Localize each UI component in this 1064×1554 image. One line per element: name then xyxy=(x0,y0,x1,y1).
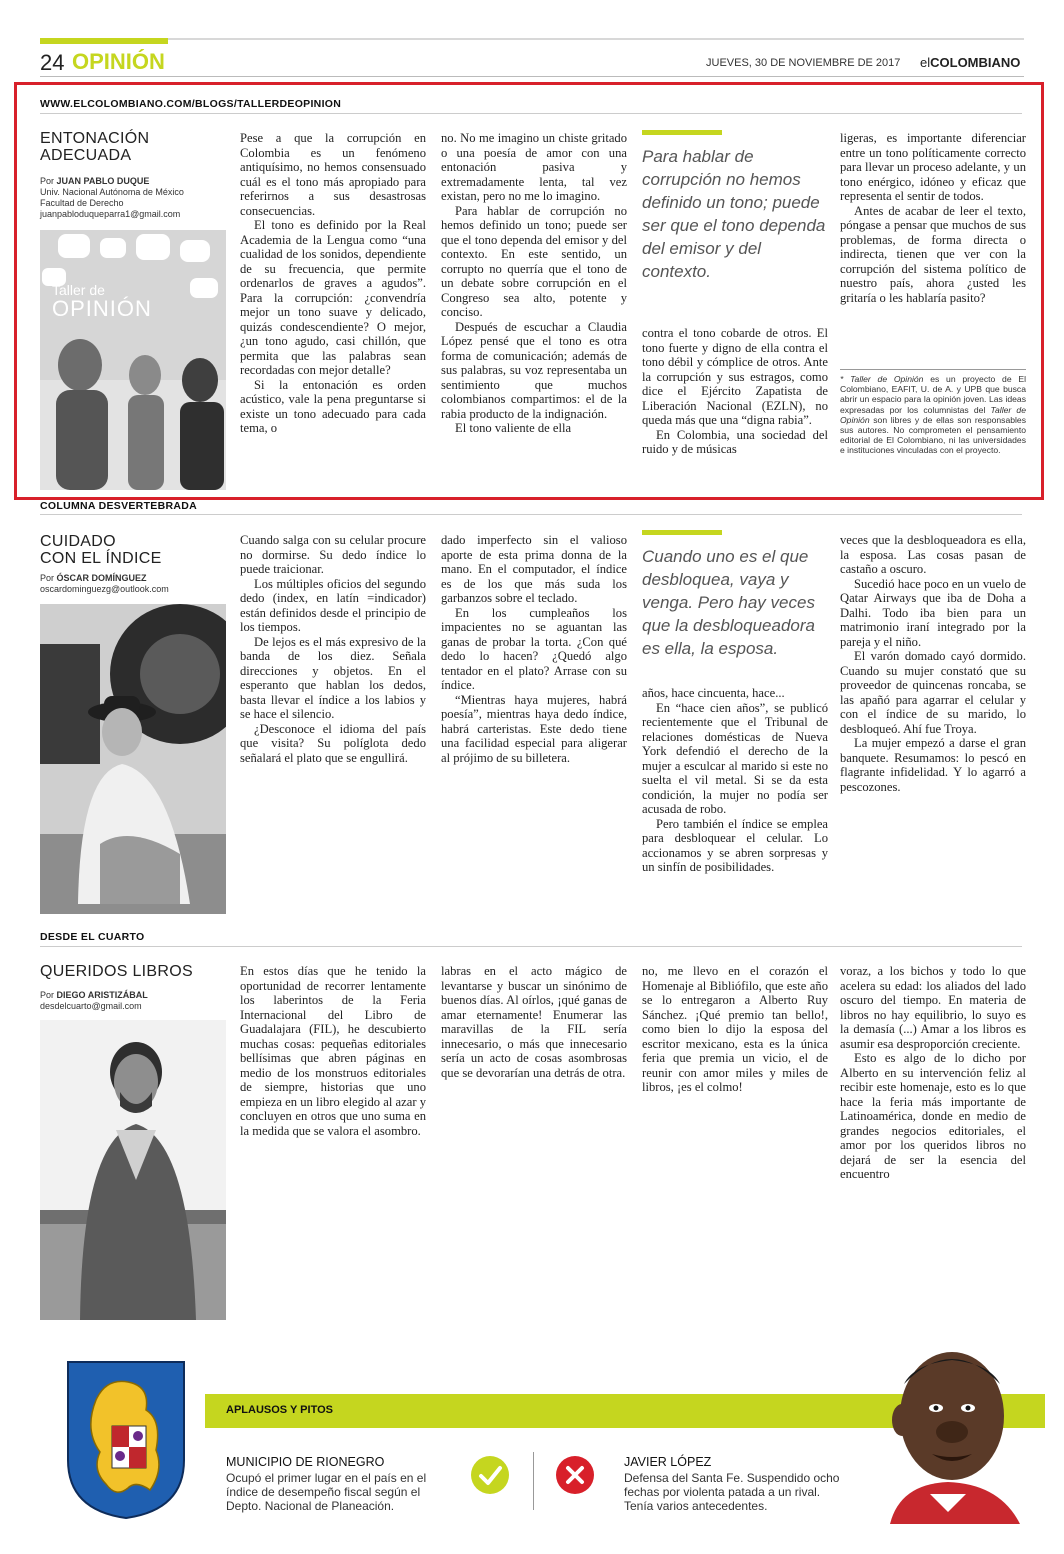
note-text: son libres y de ellas son responsables sus autores. No comprometen el pensamiento editorial de El Colombiano, ni las universidades e instituciones vinculadas con el proyecto. xyxy=(840,414,1026,456)
article1-column-2 xyxy=(441,131,627,436)
author-email: desdelcuarto@gmail.com xyxy=(40,1001,142,1011)
top-rule xyxy=(40,38,1024,40)
paragraph: Si la entonación es orden acústico, vale la pena preguntarse si existe un tono adecuado para cada tema, o xyxy=(240,377,426,435)
article2-column-2 xyxy=(441,533,627,765)
check-icon xyxy=(471,1456,509,1494)
paragraph: no. No me imagino un chiste gritado o una poesía de amor con una entonación pasiva y extremadamente lenta, tal vez existan, pero no me lo imagino. xyxy=(441,131,627,203)
header-rule xyxy=(40,76,1024,77)
article1-footnote xyxy=(840,374,1026,456)
article1-column-3 xyxy=(642,326,828,457)
paragraph: “Mientras haya mujeres, habrá poesía”, mientras haya dedo índice, habrá carteristas. Este dedo tiene una facilidad especial para aligerar al prójimo de su billetera. xyxy=(441,692,627,765)
page-number: 24 xyxy=(40,50,65,75)
article2-pullquote: Cuando uno es el que desbloquea, vaya y venga. Pero hay veces que la desbloqueadora es ella, la esposa. xyxy=(642,547,815,658)
rionegro-coat-of-arms xyxy=(66,1360,186,1520)
paragraph: ligeras, es importante diferenciar entre un tono políticamente correcto para llevar un proceso adelante, y un tono enérgico, idóneo y eficaz que representa el sentir de todos. xyxy=(840,131,1026,203)
author-photo-diego xyxy=(40,1020,226,1320)
paragraph: El tono es definido por la Real Academia de la Lengua como “una cualidad de los sonidos, dependiente de su frecuencia, que permite ordenarlos de graves a agudos”. Para la corrupción: ¿convendría mejor un tono suave y delicado, quizás condescendiente? O mejor, ¿un tono agudo, casi chillón, que permita que las palabras sean recordadas con mejor detalle? xyxy=(240,218,426,377)
paragraph: dado imperfecto sin el valioso aporte de esta prima donna de la mano. En el computador, el índice es de los que más suda los garbanzos sobre el teclado. xyxy=(441,533,627,605)
paragraph: Pese a que la corrupción en Colombia es un fenómeno antiquísimo, no hemos consensuado cuál es el tono más apropiado para referirnos a sus desastrosas consecuencias. xyxy=(240,131,426,218)
applause-reason: Ocupó el primer lugar en el país en el índice de desempeño fiscal según el Depto. Nacional de Planeación. xyxy=(226,1471,427,1513)
article2-byline xyxy=(40,573,230,595)
author-photo-oscar xyxy=(40,604,226,914)
author-name: JUAN PABLO DUQUE xyxy=(56,176,150,186)
paragraph: Esto es algo de lo dicho por Alberto en su intervención feliz al recibir este homenaje, esto es lo que hace la feria más importante de Latinoamérica, donde en medio de grandes negocios editoriales, el amor por los queridos libros no dejará de ser la esencia del encuentro xyxy=(840,1051,1026,1181)
cross-icon xyxy=(556,1456,594,1494)
note-divider xyxy=(840,369,1026,370)
blurred-people-illustration xyxy=(40,230,226,490)
dateline: JUEVES, 30 DE NOVIEMBRE DE 2017 xyxy=(706,57,901,69)
boo-recipient: JAVIER LÓPEZ xyxy=(624,1455,712,1469)
paragraph: El varón domado cayó dormido. Cuando su mujer constató que su proveedor de quincenas roncaba, se las apañó para agarrar el celular y con el índice de su marido, lo desbloqueó. Ahí fue Troya. xyxy=(840,649,1026,736)
article2-column-1 xyxy=(240,533,426,765)
byline-prefix: Por xyxy=(40,573,55,583)
title-line: CUIDADO xyxy=(40,533,116,550)
note-text: es un proyecto de El Colombiano, EAFIT, U. de A. y UPB que busca abrir un espacio para la opinión joven. Las ideas expresadas por los columnistas del xyxy=(840,374,1026,415)
author-name: ÓSCAR DOMÍNGUEZ xyxy=(56,573,147,583)
paragraph: contra el tono cobarde de otros. El tono fuerte y digno de ella contra el tono débil y cómplice de otros. Ante la corrupción y sus estragos, como dice el Ejército Zapatista de Liberación Nacional (EZLN), no queda más que una “digna rabia”. xyxy=(642,326,828,427)
caricature-illustration xyxy=(860,1344,1036,1524)
note-italic: Taller de Opinión xyxy=(840,404,1026,425)
author-name: DIEGO ARISTIZÁBAL xyxy=(56,990,148,1000)
article1-column-4 xyxy=(840,131,1026,305)
article1-pullquote: Para hablar de corrupción no hemos definido un tono; puede ser que el tono dependa del emisor y del contexto. xyxy=(642,147,826,281)
aplausos-divider xyxy=(533,1452,534,1510)
newspaper-brand xyxy=(920,55,1020,70)
aplausos-label: APLAUSOS Y PITOS xyxy=(226,1404,333,1416)
man-with-hat-photo xyxy=(40,604,226,914)
paragraph: De lejos es el más expresivo de la banda de los diez. Señala direcciones y objetos. En el esperanto que hablan los dedos, basta llevar el índice a los labios y se hace el silencio. xyxy=(240,634,426,721)
article2-column-3 xyxy=(642,686,828,875)
paragraph: ¿Desconoce el idioma del país que visita? Su políglota dedo señalará el plato que se engullirá. xyxy=(240,721,426,765)
article1-column-1 xyxy=(240,131,426,436)
article3-kicker: DESDE EL CUARTO xyxy=(40,931,145,943)
paragraph: Para hablar de corrupción no hemos definido un tono; puede ser que el tono dependa del emisor y del contexto. En este sentido, un corrupto no querría que el tono de un debate sobre corrupción en el Congreso sea alto, potente y conciso. xyxy=(441,203,627,319)
section-title: OPINIÓN xyxy=(72,49,165,74)
paragraph: veces que la desbloqueadora es ella, la esposa. Las cosas pasan de castaño a oscuro. xyxy=(840,533,1026,576)
author-faculty: Facultad de Derecho xyxy=(40,198,124,208)
image-caption-small: Taller de xyxy=(52,282,105,298)
brand-name: COLOMBIANO xyxy=(930,55,1021,70)
article1-title: ENTONACIÓN ADECUADA xyxy=(40,130,150,164)
brand-prefix: el xyxy=(920,55,931,70)
byline-prefix: Por xyxy=(40,176,55,186)
paragraph: En estos días que he tenido la oportunidad de recorrer lentamente los laberintos de la Feria Internacional del Libro de Guadalajara (FIL), he descubierto muchas cosas: pequeñas editoriales bellísimas que abren páginas en medio de los monstruos editoriales de siempre, historias que uno empieza en un libro elegido al azar y concluyen en otros que uno suma en la medida que se valora el asombro. xyxy=(240,964,426,1138)
article3-column-1 xyxy=(240,964,426,1138)
paragraph: En los cumpleaños los impacientes no se aguantan las ganas de probar la torta. ¿Con qué dedo lo hacen? ¿Quedó algo tentador en el plato? Arrase con su índice. xyxy=(441,605,627,692)
image-caption-large: OPINIÓN xyxy=(52,296,152,321)
boo-reason: Defensa del Santa Fe. Suspendido ocho fechas por violenta patada a un rival. Tenía varios antecedentes. xyxy=(624,1471,840,1513)
article2-title xyxy=(40,533,220,567)
article2-kicker: COLUMNA DESVERTEBRADA xyxy=(40,500,197,512)
paragraph: Después de escuchar a Claudia López pensé que el tono es otra forma de comunicación; además de sus palabras, su voz representaba un sentimiento que muchos colombianos compartimos: el de la rabia producto de la indignación. xyxy=(441,319,627,421)
byline-prefix: Por xyxy=(40,990,55,1000)
article3-column-2 xyxy=(441,964,627,1080)
article3-title: QUERIDOS LIBROS xyxy=(40,963,193,980)
article3-rule xyxy=(40,946,1022,947)
article1-rule xyxy=(40,113,1022,114)
article3-column-3 xyxy=(642,964,828,1095)
taller-de-opinion-image xyxy=(40,230,226,490)
article2-rule xyxy=(40,514,1022,515)
applause-recipient: MUNICIPIO DE RIONEGRO xyxy=(226,1455,385,1469)
paragraph: labras en el acto mágico de levantarse y buscar un sinónimo de buenos días. Al oírlos, ¡qué ganas de amar eternamente! Enumerar las maravillas de la FIL sería innecesario, o más que innecesario sería un acto de cosas asombrosas que se devorarían una detrás de otra. xyxy=(441,964,627,1080)
article3-column-4 xyxy=(840,964,1026,1182)
paragraph: En “hace cien años”, se publicó recientemente que el Tribunal de relaciones domésticas de Nueva York defendió el derecho de la mujer a esculcar al marido si este no suelta el vil metal. Si se da esta condición, la mujer no podía ser acusada de robo. xyxy=(642,700,828,816)
paragraph: El tono valiente de ella xyxy=(455,421,572,435)
note-lead: * Taller de Opinión xyxy=(840,374,924,384)
pullquote-accent xyxy=(642,130,722,135)
author-email: juanpabloduqueparra1@gmail.com xyxy=(40,209,181,219)
man-in-field-photo xyxy=(40,1020,226,1320)
paragraph: Antes de acabar de leer el texto, póngase a pensar que muchos de sus problemas, de forma directa o indirecta, tienen que ver con la corrupción del sistema político de nuestro país, ahora ¿usted les gritaría o les hablaría pasito? xyxy=(840,203,1026,305)
article1-byline xyxy=(40,176,230,220)
title-line: CON EL ÍNDICE xyxy=(40,550,162,567)
paragraph: En Colombia, una sociedad del ruido y de músicas xyxy=(642,427,828,456)
shield-icon xyxy=(66,1360,186,1520)
paragraph: La mujer empezó a darse el gran banquete. Resumamos: lo pescó en flagrante infidelidad. Y lo agarró a pescozones. xyxy=(840,736,1026,794)
pullquote-accent xyxy=(642,530,722,535)
paragraph: Los múltiples oficios del segundo dedo (index, en latín =indicador) están definidos desde el principio de los tiempos. xyxy=(240,576,426,634)
author-affiliation: Univ. Nacional Autónoma de México xyxy=(40,187,184,197)
paragraph: años, hace cincuenta, hace... xyxy=(642,686,785,700)
paragraph: Pero también el índice se emplea para desbloquear el celular. Lo accionamos y se abren sorpresas y un sinfín de posibilidades. xyxy=(642,816,828,874)
paragraph: voraz, a los bichos y todo lo que acelera su edad: los aliados del lado oscuro del tiempo. En materia de libros no hay equilibrio, lo suyo es la demasía (...) Amar a los libros es asumir esa desproporción creciente. xyxy=(840,964,1026,1051)
author-email: oscardominguezg@outlook.com xyxy=(40,584,169,594)
article3-byline xyxy=(40,990,230,1012)
article1-kicker: WWW.ELCOLOMBIANO.COM/BLOGS/TALLERDEOPINION xyxy=(40,98,342,110)
article2-column-4 xyxy=(840,533,1026,794)
paragraph: Sucedió hace poco en un vuelo de Qatar Airways que iba de Doha a Dalhi. Todo iba bien para un matrimonio iraní integrado por la pareja y el niño. xyxy=(840,576,1026,649)
javier-lopez-caricature xyxy=(860,1344,1036,1524)
paragraph: Cuando salga con su celular procure no dormirse. Su dedo índice lo puede traicionar. xyxy=(240,533,426,576)
paragraph: no, me llevo en el corazón el Homenaje al Bibliófilo, que este año se lo entregaron a Alberto Ruy Sánchez. ¡Qué premio tan bello!, como bien lo dijo la esposa del escritor mexicano, esta es la única feria que premia un vicio, el de reunir con amor miles y miles de libros, ¡es el colmo! xyxy=(642,964,828,1094)
section-accent-bar xyxy=(40,38,168,44)
